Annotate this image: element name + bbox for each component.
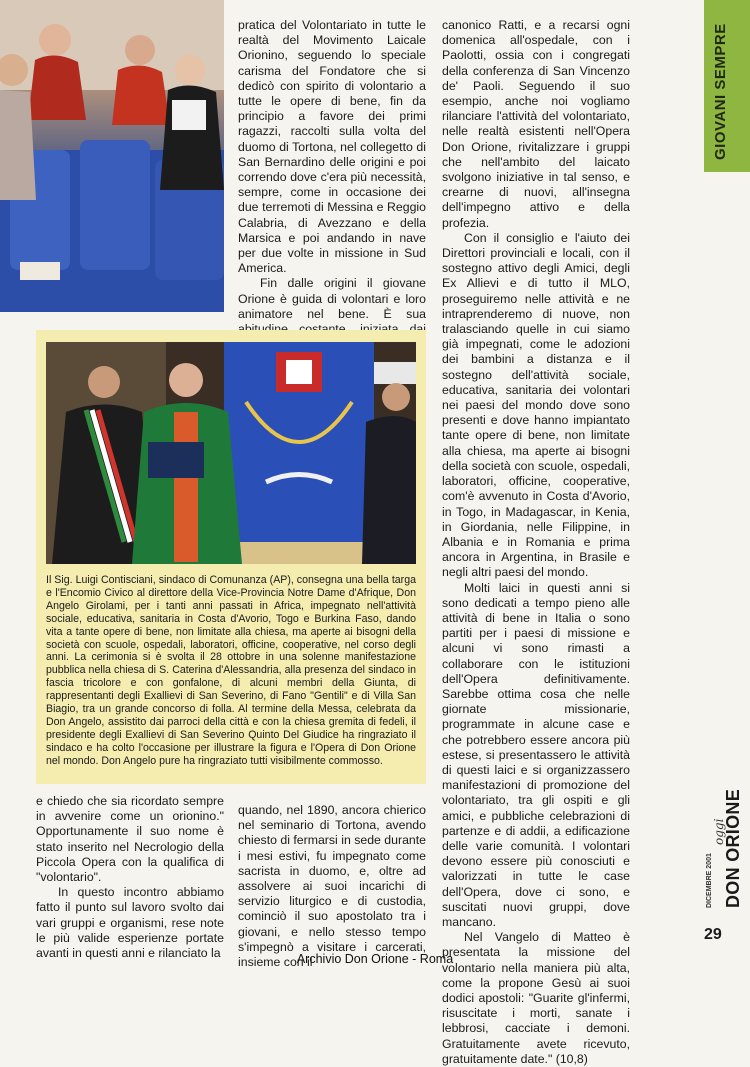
article-column-left-bottom xyxy=(36,794,224,961)
article-column-right xyxy=(442,18,630,1067)
issue-date: DICEMBRE 2001 xyxy=(706,853,713,908)
paragraph: Molti laici in questi anni si sono dedicati a tempo pieno alle attività di bene in Italia o sono partiti per i paesi di missione e alcuni vi sono rimasti a collaborare con le istituzioni dell'Opera definitivamente. Sarebbe ottima cosa che nelle giornate missionarie, programmate in alcune case e che potrebbero essere ancora più estese, si presentassero le attività di questi laici e si organizzassero manifestazioni di promozione del volontariato, tra gli ospiti e gli amici, e pubbliche celebrazioni di partenze e di addii, a edificazione delle varie comunità. I volontari devono essere più conosciuti e valorizzati in tutte le case dell'Opera, dove ci sono, e suscitati nuovi gruppi, dove mancano. xyxy=(442,580,630,929)
photo-caption: Il Sig. Luigi Contisciani, sindaco di Comunanza (AP), consegna una bella targa e l'Encomio Civico al direttore della Vice-Provincia Notre Dame d'Afrique, Don Angelo Girolami, per i tanti anni passati in Africa, impegnato nell'attività sociale, educativa, sanitaria in Costa d'Avorio, Togo e Burkina Faso, dando vita a tante opere di bene, non limitate alla chiesa, ma aperte ai bisogni della società con scuole, ospedali, laboratori, officine, cooperative, nel corso degli anni. La cerimonia si è svolta il 28 ottobre in una solenne manifestazione pubblica nella chiesa di S. Caterina d'Alessandria, alla presenza del sindaco in fascia tricolore e con gonfalone, di alcuni membri della Giunta, di rappresentanti degli Exallievi di San Severino, di Fano "Gentili" e di Villa San Biagio, tra un grande concorso di folla. Al termine della Messa, celebrata da Don Angelo, assistito dai parroci della città e con la chiesa gremita di fedeli, il presidente degli Exallievi di San Severino Quinto Del Giudice ha ringraziato il sindaco e ha colto l'occasione per illustrare la figura e l'Opera di Don Orione nel mondo. Don Angelo pure ha ringraziato tutti visibilmente commosso. xyxy=(46,574,416,767)
magazine-title: DON ORIONE xyxy=(723,788,743,908)
magazine-brand xyxy=(702,790,748,920)
paragraph: canonico Ratti, e a recarsi ogni domenica all'ospedale, con i Paolotti, ossia con i congregati della conferenza di San Vincenzo de' Paoli. Seguendo il suo esempio, anche noi vogliamo rilanciare l'attività del volontariato, nelle realtà esistenti nell'Opera Don Orione, rivitalizzare i gruppi che nell'ambito del laicato svolgono iniziative in tal senso, e crearne di nuovi, all'insegna dell'impegno attivo e della profezia. xyxy=(442,18,630,230)
section-title: GIOVANI SEMPRE xyxy=(712,23,729,160)
paragraph: pratica del Volontariato in tutte le realtà del Movimento Laicale Orionino, seguendo lo speciale carisma del Fondatore che si dedicò con spirito di volontario a tutte le opere di bene, fin da principio a favore dei primi ragazzi, raccolti sulla volta del duomo di Tortona, nel collegetto di San Bernardino delle origini e poi correndo dove c'era più necessità, sempre, come in occasione dei due terremoti di Messina e Reggio Calabria, di Avezzano e della Marsica e poi andando in nave per due volte in missione in Sud America. xyxy=(238,18,426,276)
paragraph: quando, nel 1890, ancora chierico nel seminario di Tortona, avendo chiesto di fermarsi in sede durante i mesi estivi, fu impegnato come sacrista in duomo, e, oltre ad assolvere ai suoi incarichi di servizio liturgico e di custodia, cominciò il suo apostolato tra i giovani, e nello stesso tempo s'impegnò a visitare i carcerati, insieme con il xyxy=(238,803,426,970)
paragraph: Fin dalle origini il giovane Orione è guida di volontari e loro animatore nel bene. È sua xyxy=(238,276,426,321)
article-column-middle-top xyxy=(238,18,426,352)
ceremony-photo xyxy=(46,342,416,564)
audience-photo xyxy=(0,0,224,312)
section-tab xyxy=(704,0,750,172)
archive-footer: Archivio Don Orione - Roma xyxy=(296,952,454,966)
magazine-subtitle: oggi xyxy=(712,818,726,845)
paragraph: Nel Vangelo di Matteo è presentata la missione del volontario nella maniera più alta, come la propone Gesù ai suoi dodici apostoli: "Guarite gl'infermi, risuscitate i morti, sanate i lebbrosi, cacciate i demoni. Gratuitamente avete ricevuto, gratuitamente date." (10,8) xyxy=(442,930,630,1066)
page-number: 29 xyxy=(704,926,722,943)
article-column-middle-bottom xyxy=(238,803,426,970)
photo-caption-box xyxy=(36,330,426,784)
paragraph: e chiedo che sia ricordato sempre in avvenire come un orionino." Opportunamente il suo nome è stato inserito nel Necrologio della Piccola Opera con la qualifica di "volontario". xyxy=(36,794,224,885)
paragraph: In questo incontro abbiamo fatto il punto sul lavoro svolto dai vari gruppi e organismi, rese note le più valide esperienze portate avanti in questi anni e rilanciato la xyxy=(36,885,224,961)
paragraph: Con il consiglio e l'aiuto dei Direttori provinciali e locali, con il sostegno attivo degli Amici, degli Ex Allievi e di tutto il MLO, proseguiremo nelle attività e ne intraprenderemo di nuove, non tralasciando quelle in cui siamo già impegnati, come le adozioni dei bambini a distanza e il sostegno dell'attività sociale, educativa, sanitaria dei volontari nei paesi del mondo dove sono presenti e dove hanno impiantato tante opere di bene, non limitate alla chiesa, ma aperte ai bisogni della società con scuole, ospedali, laboratori, officine, cooperative, com'è avvenuto in Costa d'Avorio, in Togo, in Madagascar, in Kenia, in Giordania, nelle Filippine, in Albania e in Romania e prima ancora in Argentina, in Brasile e negli altri paesi del mondo. xyxy=(442,230,630,580)
